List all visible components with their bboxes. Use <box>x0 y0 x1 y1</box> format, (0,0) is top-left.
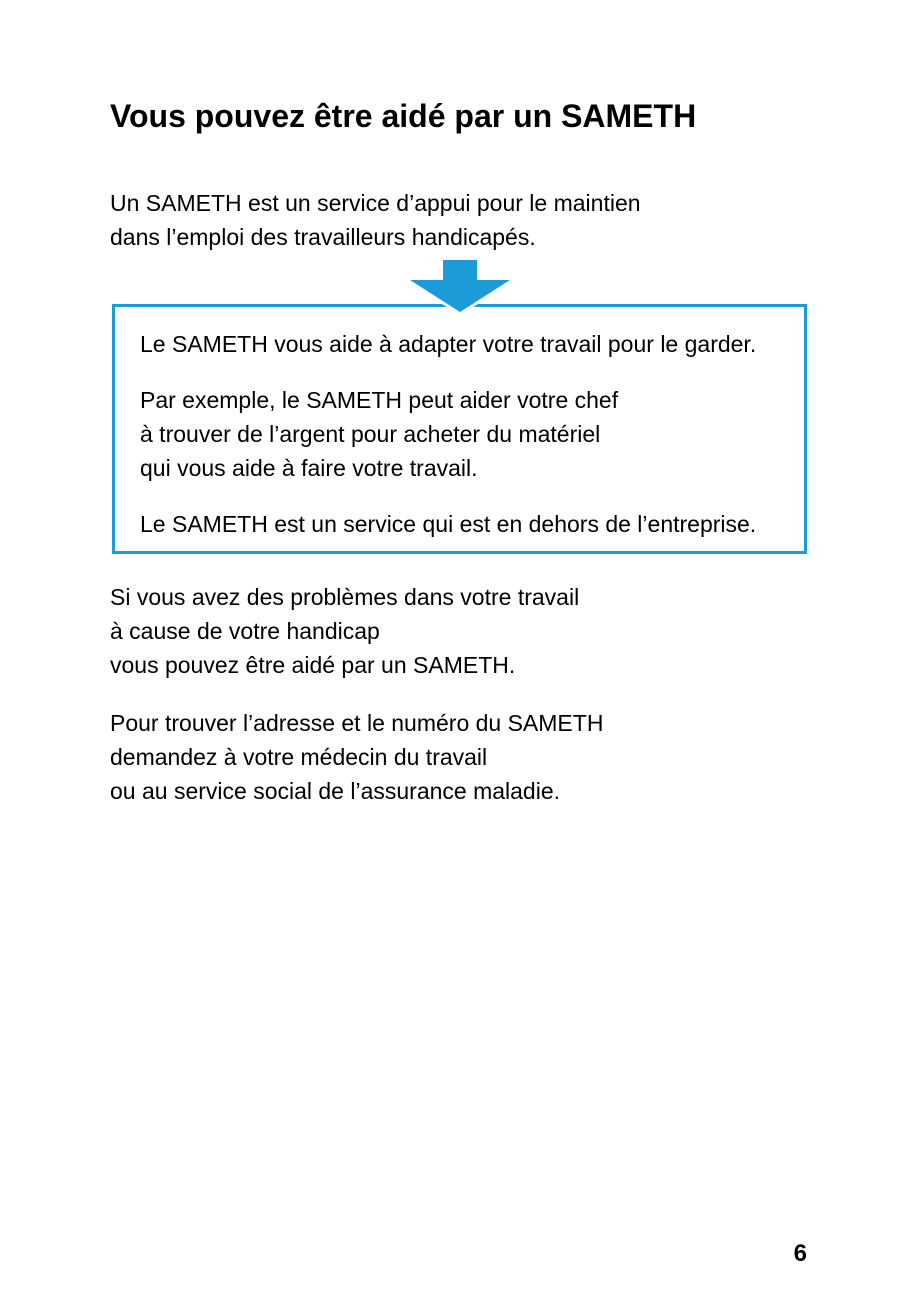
problems-paragraph <box>110 580 809 682</box>
intro-paragraph <box>110 186 809 254</box>
highlight-box-wrapper <box>112 304 807 554</box>
text-line: Si vous avez des problèmes dans votre travail <box>110 583 580 610</box>
find-address-paragraph <box>110 706 809 808</box>
text-line: Un SAMETH est un service d’appui pour le maintien <box>110 189 641 216</box>
text-line: à cause de votre handicap <box>110 617 380 644</box>
text-line: Le SAMETH est un service qui est en dehors de l’entreprise. <box>140 510 757 537</box>
text-line: ou au service social de l’assurance maladie. <box>110 777 561 804</box>
highlight-box <box>112 304 807 554</box>
box-paragraph <box>140 327 779 361</box>
text-line: qui vous aide à faire votre travail. <box>140 454 478 481</box>
text-line: Par exemple, le SAMETH peut aider votre chef <box>140 386 619 413</box>
box-paragraph <box>140 383 779 485</box>
down-arrow-icon <box>408 258 512 316</box>
text-line: vous pouvez être aidé par un SAMETH. <box>110 651 516 678</box>
page-number: 6 <box>793 1240 807 1267</box>
text-line: Pour trouver l’adresse et le numéro du SAMETH <box>110 709 604 736</box>
text-line: à trouver de l’argent pour acheter du matériel <box>140 420 601 447</box>
page-title: Vous pouvez être aidé par un SAMETH <box>110 98 697 134</box>
text-line: demandez à votre médecin du travail <box>110 743 488 770</box>
box-paragraph <box>140 507 779 541</box>
text-line: Le SAMETH vous aide à adapter votre travail pour le garder. <box>140 330 757 357</box>
text-line: dans l’emploi des travailleurs handicapés. <box>110 223 536 250</box>
